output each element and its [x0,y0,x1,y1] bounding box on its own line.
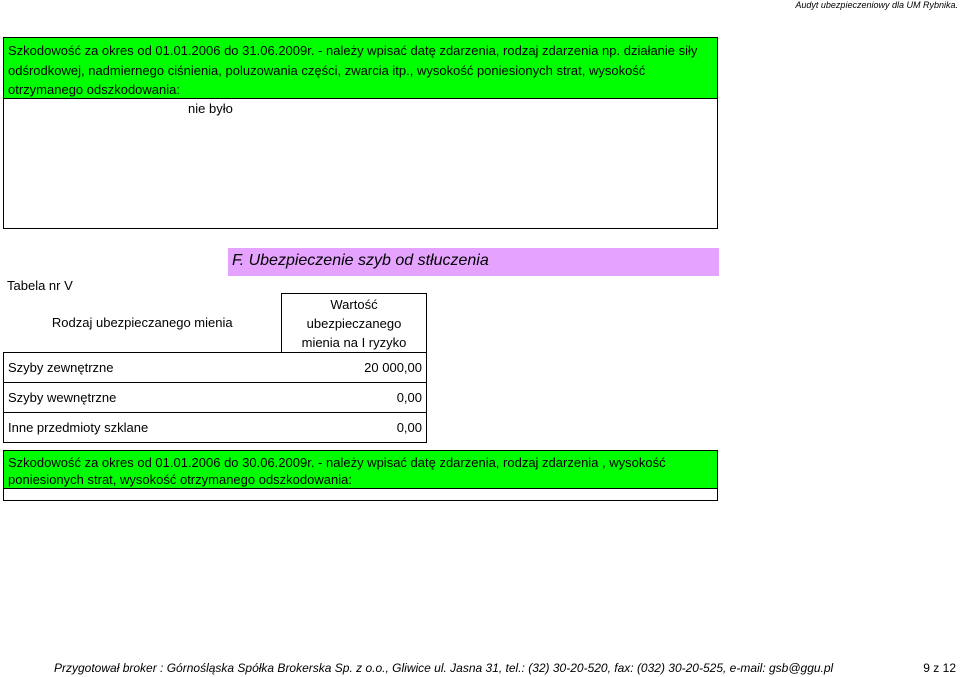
row-property-name: Szyby zewnętrzne [4,353,282,383]
claims-history-box-2 [3,450,718,501]
row-property-name: Inne przedmioty szklane [4,413,282,443]
table-label: Tabela nr V [7,278,73,293]
table-row [4,413,427,443]
claims-history-heading-1: Szkodowość za okres od 01.01.2006 do 31.06.2009r. - należy wpisać datę zdarzenia, rodzaj zdarzenia np. działanie siły odśrodkowej, nadmiernego ciśnienia, poluzowania części, zwarcia itp., wysokość poniesionych strat, wysokość otrzymanego odszkodowania: [4,38,717,99]
table-row [4,383,427,413]
section-title: F. Ubezpieczenie szyb od stłuczenia [232,252,489,269]
insured-property-table [3,293,427,443]
table-header-row [4,294,427,353]
document-header-title: Audyt ubezpieczeniowy dla UM Rybnika. [795,0,958,10]
claims-history-value: nie było [188,101,233,116]
row-insured-value: 20 000,00 [282,353,427,383]
table-row [4,353,427,383]
row-insured-value: 0,00 [282,383,427,413]
row-property-name: Szyby wewnętrzne [4,383,282,413]
footer-broker-info: Przygotował broker : Górnośląska Spółka Brokerska Sp. z o.o., Gliwice ul. Jasna 31, tel.: (32) 30-20-520, fax: (032) 30-20-525, e-mail: gsb@ggu.pl [54,661,834,675]
claims-history-box-1 [3,37,718,229]
claims-history-heading-2: Szkodowość za okres od 01.01.2006 do 30.06.2009r. - należy wpisać datę zdarzenia, rodzaj zdarzenia , wysokość poniesionych strat, wysokość otrzymanego odszkodowania: [4,451,717,489]
row-insured-value: 0,00 [282,413,427,443]
column-header-insured-value: Wartość ubezpieczanego mienia na I ryzyko [282,294,427,353]
column-header-property-type: Rodzaj ubezpieczanego mienia [51,315,233,331]
page-number: 9 z 12 [923,661,956,675]
section-header-bar [228,248,719,276]
